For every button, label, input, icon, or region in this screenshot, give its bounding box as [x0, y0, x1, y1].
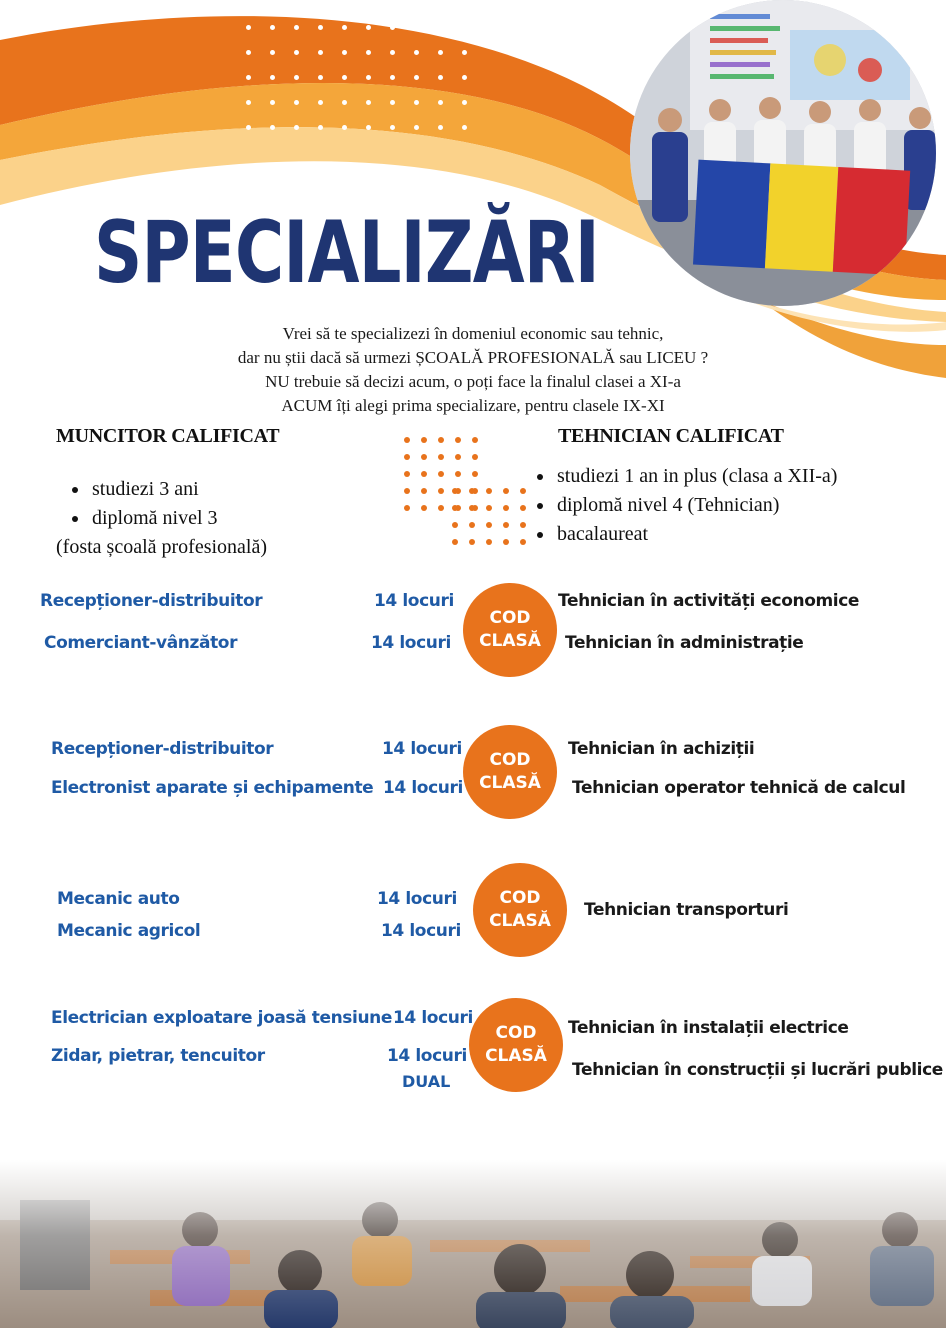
badge-line: COD — [499, 888, 541, 908]
decorative-dot — [318, 50, 323, 55]
places-count: 14 locuri — [377, 889, 457, 909]
decorative-dot — [366, 100, 371, 105]
technician-name: Tehnician în achiziții — [568, 739, 755, 759]
decorative-dot — [390, 75, 395, 80]
decorative-dot — [469, 488, 475, 494]
decorative-dot — [438, 454, 444, 460]
decorative-dot — [438, 100, 443, 105]
decorative-dot — [404, 471, 410, 477]
decorative-dot — [342, 100, 347, 105]
decorative-dot — [421, 505, 427, 511]
decorative-dot — [469, 539, 475, 545]
decorative-dot — [414, 75, 419, 80]
places-count: 14 locuri — [383, 778, 463, 798]
decorative-dot — [520, 539, 526, 545]
badge-line: CLASĂ — [489, 911, 551, 931]
decorative-dot — [414, 100, 419, 105]
decorative-dot — [462, 100, 467, 105]
places-count: 14 locuri — [371, 633, 451, 653]
decorative-dot — [520, 522, 526, 528]
decorative-dot — [462, 125, 467, 130]
decorative-dot — [462, 50, 467, 55]
decorative-dot — [503, 539, 509, 545]
decorative-dot — [462, 25, 467, 30]
badge-line: CLASĂ — [485, 1046, 547, 1066]
decorative-dot — [469, 522, 475, 528]
badge-line: COD — [489, 608, 531, 628]
decorative-dot — [486, 539, 492, 545]
decorative-dot — [390, 100, 395, 105]
intro-line: ACUM îți alegi prima specializare, pentru clasele IX-XI — [281, 396, 665, 415]
decorative-dot — [270, 50, 275, 55]
decorative-dot — [246, 75, 251, 80]
decorative-dot — [438, 75, 443, 80]
decorative-dot — [390, 50, 395, 55]
decorative-dot — [342, 75, 347, 80]
decorative-dot — [270, 125, 275, 130]
decorative-dot — [318, 100, 323, 105]
decorative-dot — [520, 505, 526, 511]
badge-line: CLASĂ — [479, 631, 541, 651]
technician-name: Tehnician operator tehnică de calcul — [572, 778, 906, 798]
decorative-dot — [366, 25, 371, 30]
decorative-dot — [294, 100, 299, 105]
decorative-dot — [472, 471, 478, 477]
bullet-item: studiezi 1 an in plus (clasa a XII-a) — [531, 462, 837, 491]
decorative-dot — [438, 471, 444, 477]
job-name: Mecanic agricol — [57, 921, 201, 941]
decorative-dot — [421, 437, 427, 443]
classroom-photo — [0, 1160, 946, 1328]
cod-clasa-badge — [473, 863, 567, 957]
students-flag-photo — [630, 0, 936, 306]
decorative-dot — [469, 505, 475, 511]
badge-line: COD — [495, 1023, 537, 1043]
decorative-dot — [414, 50, 419, 55]
decorative-dot — [246, 100, 251, 105]
places-count: 14 locuri — [374, 591, 454, 611]
technician-name: Tehnician transporturi — [584, 900, 789, 920]
job-name: Zidar, pietrar, tencuitor — [51, 1046, 265, 1066]
bullet-item: diplomă nivel 4 (Tehnician) — [531, 491, 837, 520]
badge-line: COD — [489, 750, 531, 770]
technician-name: Tehnician în administrație — [565, 633, 804, 653]
decorative-dot — [294, 125, 299, 130]
job-name: Mecanic auto — [57, 889, 180, 909]
decorative-dot — [421, 471, 427, 477]
decorative-dot — [462, 75, 467, 80]
decorative-dot-grid — [246, 25, 486, 130]
intro-text — [200, 322, 746, 418]
decorative-dot — [294, 25, 299, 30]
intro-line: Vrei să te specializezi în domeniul economic sau tehnic, — [282, 324, 664, 343]
cod-clasa-badge — [469, 998, 563, 1092]
places-count: 14 locuri — [393, 1008, 473, 1028]
decorative-dot — [414, 25, 419, 30]
bullet-item: diplomă nivel 3 — [66, 504, 218, 533]
intro-line: dar nu știi dacă să urmezi ȘCOALĂ PROFESIONALĂ sau LICEU ? — [237, 348, 709, 367]
job-name: Comerciant-vânzător — [44, 633, 238, 653]
decorative-dot — [404, 505, 410, 511]
dual-label: DUAL — [402, 1072, 451, 1091]
decorative-dot — [270, 75, 275, 80]
tehnician-bullets — [531, 462, 837, 549]
decorative-dot — [366, 50, 371, 55]
page-title: SPECIALIZĂRI — [94, 203, 599, 303]
decorative-dot — [455, 437, 461, 443]
decorative-dot — [452, 539, 458, 545]
decorative-dot — [452, 522, 458, 528]
decorative-dot — [246, 25, 251, 30]
job-name: Recepționer-distribuitor — [51, 739, 274, 759]
decorative-dot — [455, 454, 461, 460]
decorative-dot — [486, 505, 492, 511]
decorative-dot — [318, 125, 323, 130]
decorative-dot — [455, 471, 461, 477]
cod-clasa-badge — [463, 725, 557, 819]
decorative-dot — [438, 488, 444, 494]
decorative-dot — [366, 125, 371, 130]
technician-name: Tehnician în construcții și lucrări publice — [572, 1060, 943, 1080]
decorative-dot — [404, 488, 410, 494]
job-name: Electronist aparate și echipamente — [51, 778, 374, 798]
decorative-dot — [404, 454, 410, 460]
tehnician-heading: TEHNICIAN CALIFICAT — [558, 425, 784, 447]
technician-name: Tehnician în activități economice — [558, 591, 860, 611]
decorative-dot — [472, 454, 478, 460]
decorative-dot — [270, 100, 275, 105]
decorative-dot — [503, 488, 509, 494]
decorative-dot — [404, 437, 410, 443]
decorative-dot — [342, 125, 347, 130]
muncitor-note-wrap — [56, 533, 267, 562]
decorative-dot — [246, 125, 251, 130]
decorative-dot — [270, 25, 275, 30]
decorative-dot — [438, 505, 444, 511]
decorative-dot — [318, 75, 323, 80]
decorative-dot — [520, 488, 526, 494]
decorative-dot — [421, 488, 427, 494]
cod-clasa-badge — [463, 583, 557, 677]
places-count: 14 locuri — [382, 739, 462, 759]
decorative-dot — [414, 125, 419, 130]
badge-line: CLASĂ — [479, 773, 541, 793]
decorative-dot — [294, 50, 299, 55]
job-name: Electrician exploatare joasă tensiune — [51, 1008, 392, 1028]
decorative-dot — [438, 25, 443, 30]
technician-name: Tehnician în instalații electrice — [568, 1018, 849, 1038]
decorative-dot — [342, 50, 347, 55]
decorative-dot — [486, 488, 492, 494]
muncitor-bullets — [66, 475, 218, 533]
decorative-dot — [472, 437, 478, 443]
decorative-dot — [503, 522, 509, 528]
bullet-item: studiezi 3 ani — [66, 475, 218, 504]
decorative-dot — [486, 522, 492, 528]
bullet-item: bacalaureat — [531, 520, 837, 549]
places-count: 14 locuri — [387, 1046, 467, 1066]
decorative-dot — [503, 505, 509, 511]
decorative-dot — [246, 50, 251, 55]
decorative-dot — [438, 125, 443, 130]
decorative-dot — [366, 75, 371, 80]
decorative-dot — [390, 125, 395, 130]
decorative-dot — [318, 25, 323, 30]
decorative-dot — [342, 25, 347, 30]
job-name: Recepționer-distribuitor — [40, 591, 263, 611]
intro-line: NU trebuie să decizi acum, o poți face la finalul clasei a XI-a — [265, 372, 681, 391]
decorative-dot — [438, 437, 444, 443]
decorative-dot — [452, 488, 458, 494]
decorative-dot — [438, 50, 443, 55]
decorative-dot — [294, 75, 299, 80]
decorative-dot — [390, 25, 395, 30]
muncitor-note: (fosta școală profesională) — [56, 536, 268, 558]
decorative-dot — [421, 454, 427, 460]
decorative-dot — [452, 505, 458, 511]
places-count: 14 locuri — [381, 921, 461, 941]
muncitor-heading: MUNCITOR CALIFICAT — [56, 425, 280, 447]
